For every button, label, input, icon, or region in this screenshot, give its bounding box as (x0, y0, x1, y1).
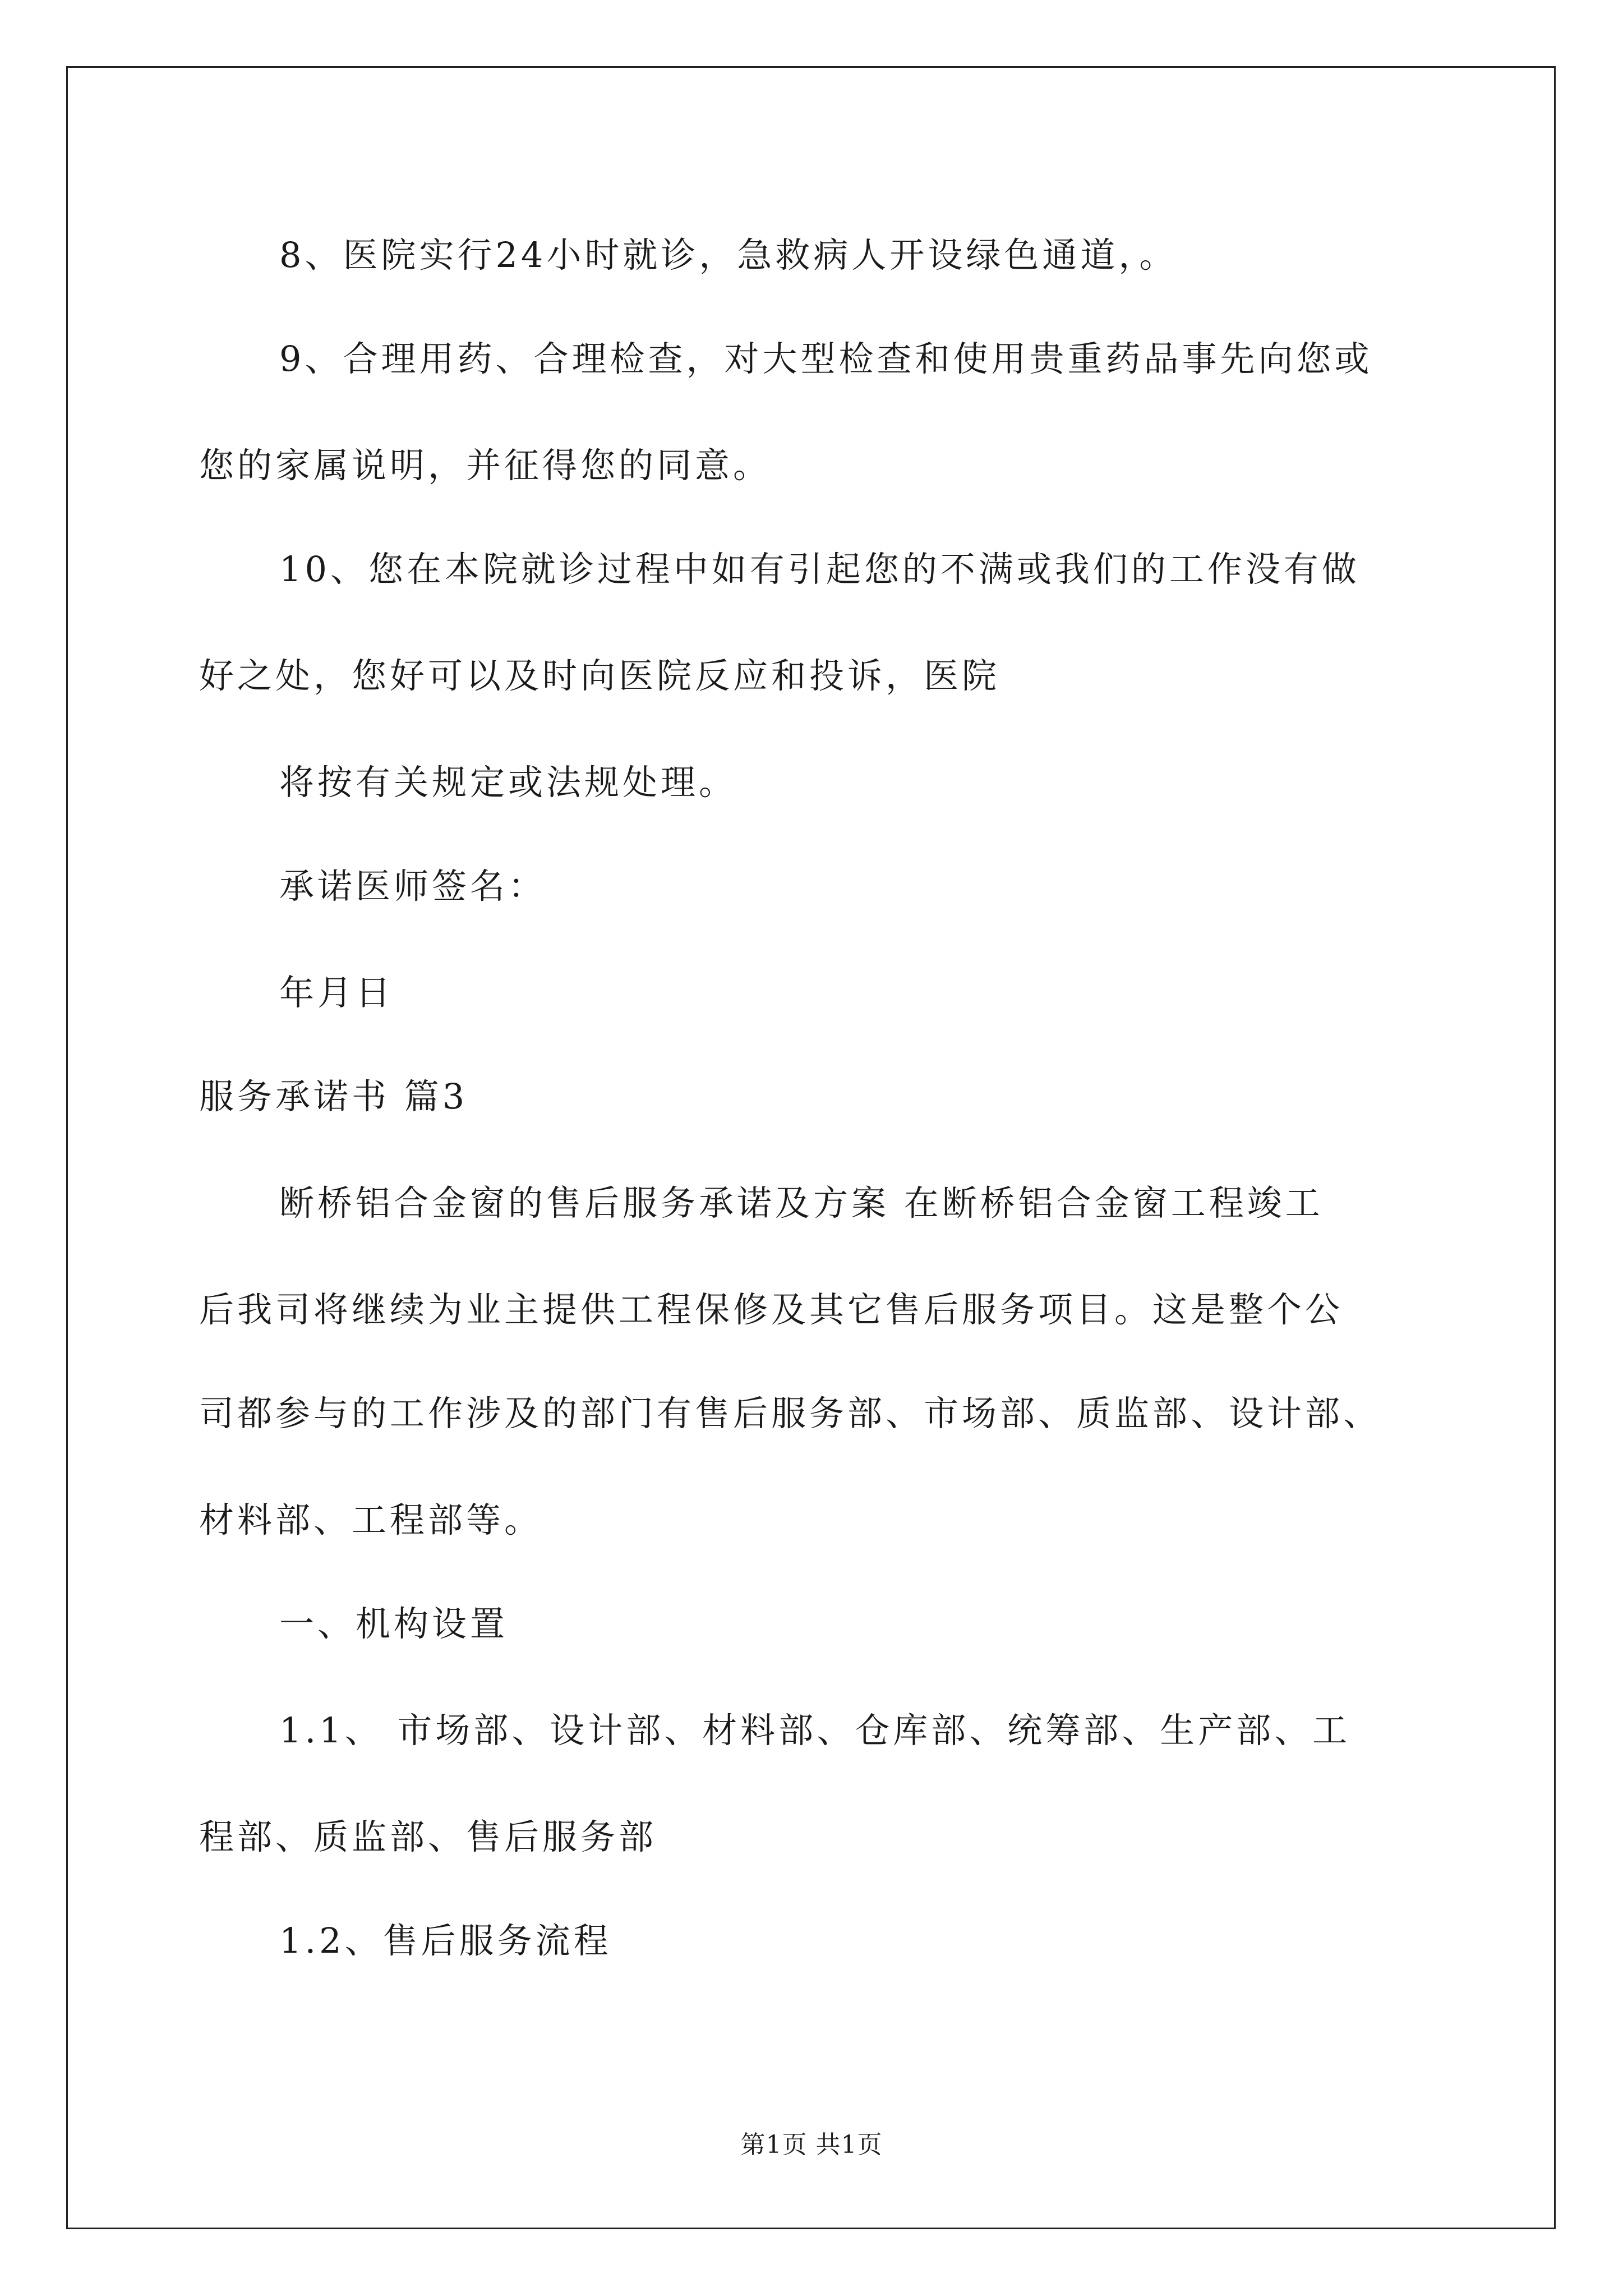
paragraph-line: 后我司将继续为业主提供工程保修及其它售后服务项目。这是整个公 (199, 1289, 1344, 1330)
paragraph-line: 断桥铝合金窗的售后服务承诺及方案 在断桥铝合金窗工程竣工 (279, 1182, 1324, 1223)
paragraph-line: 您的家属说明，并征得您的同意。 (199, 445, 772, 486)
paragraph-line: 1.1、 市场部、设计部、材料部、仓库部、统筹部、生产部、工 (279, 1710, 1351, 1751)
paragraph-line: 10、您在本院就诊过程中如有引起您的不满或我们的工作没有做 (279, 549, 1360, 590)
signature-label: 承诺医师签名： (279, 866, 547, 907)
paragraph-line: 好之处，您好可以及时向医院反应和投诉，医院 (199, 655, 1000, 696)
paragraph-line: 将按有关规定或法规处理。 (279, 762, 737, 803)
page-footer: 第1页 共1页 (740, 2131, 883, 2159)
section-heading: 服务承诺书 篇3 (199, 1076, 468, 1117)
paragraph-line: 程部、质监部、售后服务部 (199, 1816, 657, 1857)
paragraph-line: 司都参与的工作涉及的部门有售后服务部、市场部、质监部、设计部、 (199, 1393, 1382, 1434)
date-label: 年月日 (279, 972, 394, 1013)
page-border (66, 66, 1556, 2229)
paragraph-line: 9、合理用药、合理检查，对大型检查和使用贵重药品事先向您或 (279, 338, 1373, 379)
paragraph-line: 8、医院实行24小时就诊，急救病人开设绿色通道，。 (279, 234, 1178, 275)
subsection-heading: 1.2、售后服务流程 (279, 1920, 612, 1961)
subsection-heading: 一、机构设置 (279, 1603, 509, 1644)
paragraph-line: 材料部、工程部等。 (199, 1499, 543, 1540)
